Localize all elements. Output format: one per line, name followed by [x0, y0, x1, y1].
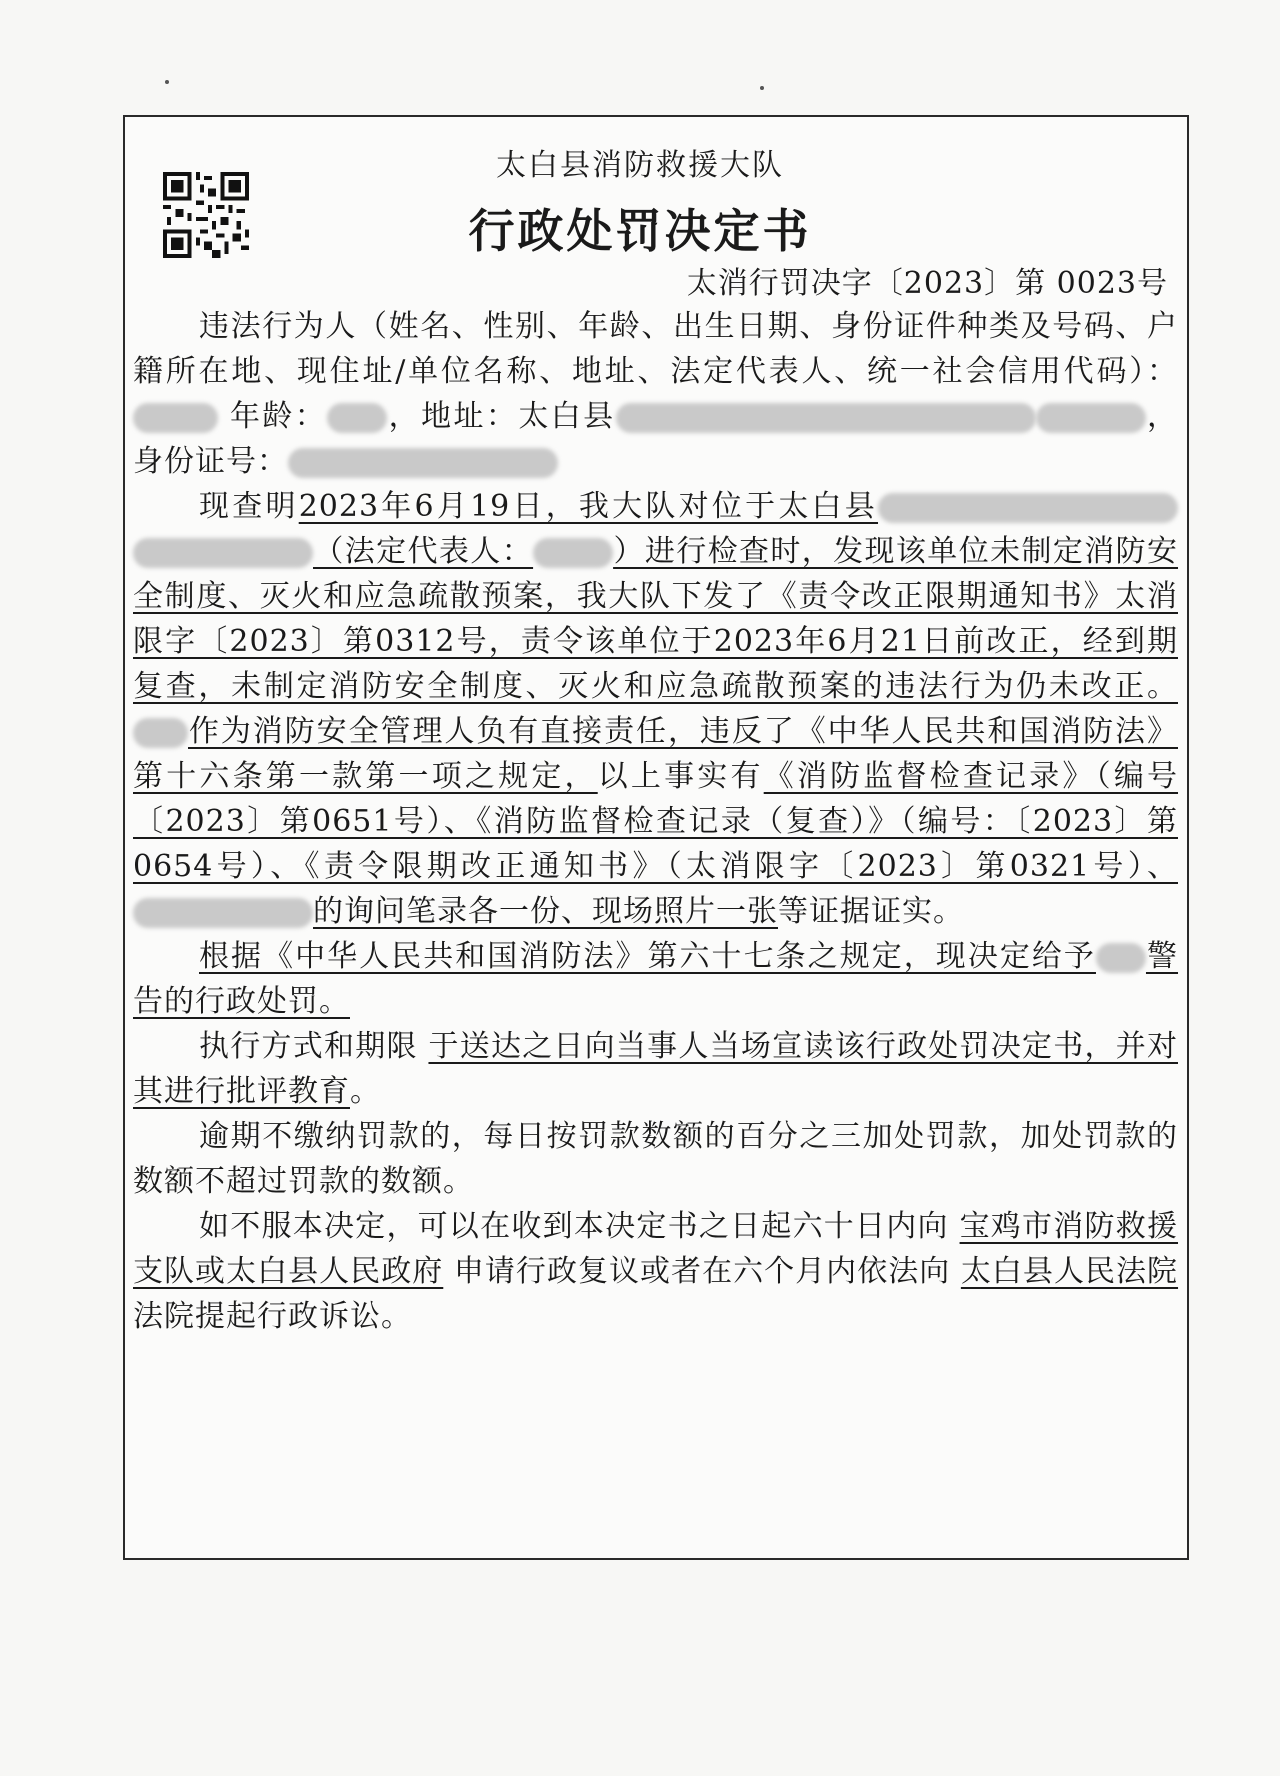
redacted-recipient — [1096, 943, 1146, 973]
redacted-location — [878, 493, 1178, 523]
facts-part-d: 作为消防安全管理人负有直接责任，违反了《中华人民共和国消防法》第十六条第一款第一项之规定， — [133, 714, 1178, 794]
id-number-label: ，身份证号： — [133, 399, 1179, 479]
facts-lead: 现查明 — [199, 489, 299, 524]
facts-part-a: 2023年6月19日，我大队对位于太白县 — [298, 489, 879, 524]
violator-fields-label: 违法行为人（姓名、性别、年龄、出生日期、身份证件种类及号码、户籍所在地、现住址/单位名称、地址、法定代表人、统一社会信用代码）： — [133, 309, 1178, 389]
redacted-age — [327, 403, 387, 433]
redacted-name — [133, 403, 218, 433]
appeal-part-c: 申请行政复议或者在六个月内依法向 — [453, 1254, 951, 1289]
execution-lead: 执行方式和期限 — [199, 1029, 418, 1064]
age-label: 年龄： — [229, 399, 328, 434]
evidence-part-f: 《消防监督检查记录》（编号〔2023〕第0651号）、《消防监督检查记录（复查）》（编号：〔2023〕第0654号）、《责令限期改正通知书》（太消限字〔2023〕第0321号）、 — [133, 759, 1179, 884]
review-authority: 宝鸡市消防救援支队或太白县人民政府 — [133, 1209, 1179, 1289]
scan-speck — [760, 86, 764, 90]
decision-part-a: 根据《中华人民共和国消防法》第六十七条之规定，现决定给予 — [199, 939, 1096, 974]
document-body — [133, 304, 1178, 1339]
address-label: ，地址：太白县 — [387, 399, 616, 434]
evidence-part-g: 的询问笔录各一份、现场照片一张 — [313, 894, 778, 929]
execution-paragraph — [133, 1024, 1178, 1114]
execution-end: 。 — [350, 1074, 381, 1109]
decision-part-b: 警告的行政处罚。 — [133, 939, 1179, 1019]
decision-text — [133, 939, 1178, 1019]
issuing-organization: 太白县消防救援大队 — [496, 148, 784, 183]
court-name: 太白县人民法院 — [960, 1254, 1179, 1289]
redacted-address-cont — [1036, 403, 1146, 433]
facts-part-b: （法定代表人： — [313, 534, 534, 569]
facts-paragraph — [133, 484, 1178, 934]
redacted-person — [133, 718, 188, 748]
appeal-paragraph — [133, 1204, 1178, 1339]
evidence-lead: 以上事实有 — [597, 759, 764, 794]
facts-part-c: ）进行检查时，发现该单位未制定消防安全制度、灭火和应急疏散预案，我大队下发了《责令改正限期通知书》太消限字〔2023〕第0312号，责令该单位于2023年6月21日前改正，经到期复查，未制定消防安全制度、灭火和应急疏散预案的违法行为仍未改正。 — [133, 534, 1179, 704]
redacted-interviewee — [133, 898, 313, 928]
overdue-paragraph: 逾期不缴纳罚款的，每日按罚款数额的百分之三加处罚款，加处罚款的数额不超过罚款的数额。 — [133, 1119, 1178, 1199]
document-title: 行政处罚决定书 — [468, 204, 812, 258]
redacted-legal-rep — [533, 538, 613, 568]
scan-speck — [165, 80, 169, 84]
violator-paragraph — [133, 304, 1178, 484]
document-number: 太消行罚决字〔2023〕第 0023号 — [686, 266, 1168, 301]
execution-text: 于送达之日向当事人当场宣读该行政处罚决定书，并对其进行批评教育 — [133, 1029, 1178, 1109]
facts-text — [133, 489, 1178, 794]
redacted-id-number — [288, 448, 558, 478]
decision-paragraph — [133, 934, 1178, 1024]
appeal-part-e: 法院提起行政诉讼。 — [133, 1299, 412, 1334]
appeal-part-a: 如不服本决定，可以在收到本决定书之日起六十日内向 — [199, 1209, 949, 1244]
redacted-unit — [133, 538, 313, 568]
evidence-end: 等证据证实。 — [778, 894, 964, 929]
redacted-address — [616, 403, 1036, 433]
